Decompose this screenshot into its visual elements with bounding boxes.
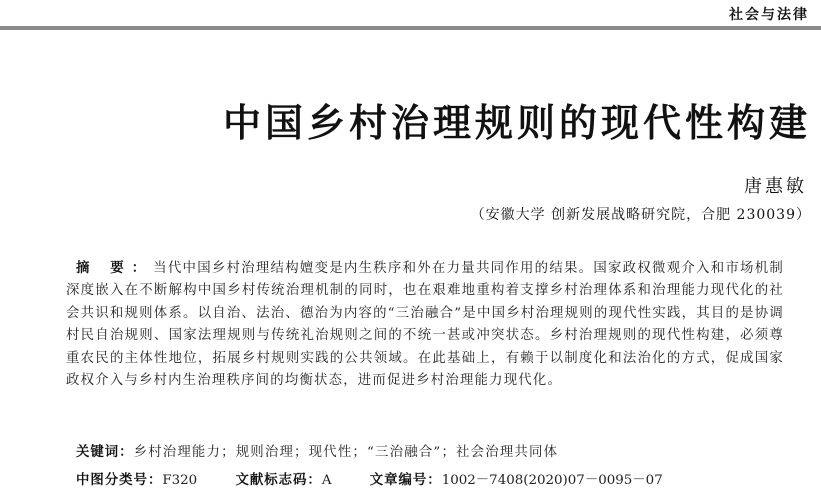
abstract-label: 摘 要： <box>76 261 154 276</box>
classification-line <box>76 469 697 488</box>
author-affiliation: （安徽大学 创新发展战略研究院，合肥 230039） <box>470 207 811 223</box>
abstract-text: 当代中国乡村治理结构嬗变是内生秩序和外在力量共同作用的结果。国家政权微观介入和市场机制深度嵌入在不断解构中国乡村传统治理机制的同时，也在艰难地重构着支撑乡村治理体系和治理能力现代化的社会共识和规则体系。以自治、法治、德治为内容的“三治融合”是中国乡村治理规则的现代性实践，其目的是协调村民自治规则、国家法理规则与传统礼治规则之间的不统一甚或冲突状态。乡村治理规则的现代性构建，必须尊重农民的主体性地位，拓展乡村规则实践的公共领域。在此基础上，有赖于以制度化和法治化的方式，促成国家政权介入与乡村内生治理秩序间的均衡状态，进而促进乡村治理能力现代化。 <box>66 261 784 389</box>
article-no-value: 1002－7408(2020)07－0095－07 <box>441 473 663 488</box>
keywords-line <box>76 441 558 460</box>
article-no-item <box>370 469 663 488</box>
clc-value: F320 <box>162 473 198 488</box>
doc-code-item <box>235 469 331 488</box>
keywords-text: 乡村治理能力；规则治理；现代性；“三治融合”；社会治理共同体 <box>133 445 559 460</box>
article-no-label: 文章编号： <box>369 473 442 488</box>
section-header: 社会与法律 <box>729 7 809 23</box>
doc-code-label: 文献标志码： <box>235 473 322 488</box>
author-name: 唐惠敏 <box>744 176 807 197</box>
doc-code-value: A <box>321 473 332 488</box>
abstract-paragraph <box>66 258 784 392</box>
clc-item <box>76 469 197 488</box>
clc-label: 中图分类号： <box>76 473 163 488</box>
header-divider <box>0 26 821 30</box>
article-title: 中国乡村治理规则的现代性构建 <box>222 101 811 145</box>
keywords-label: 关键词： <box>76 445 134 460</box>
